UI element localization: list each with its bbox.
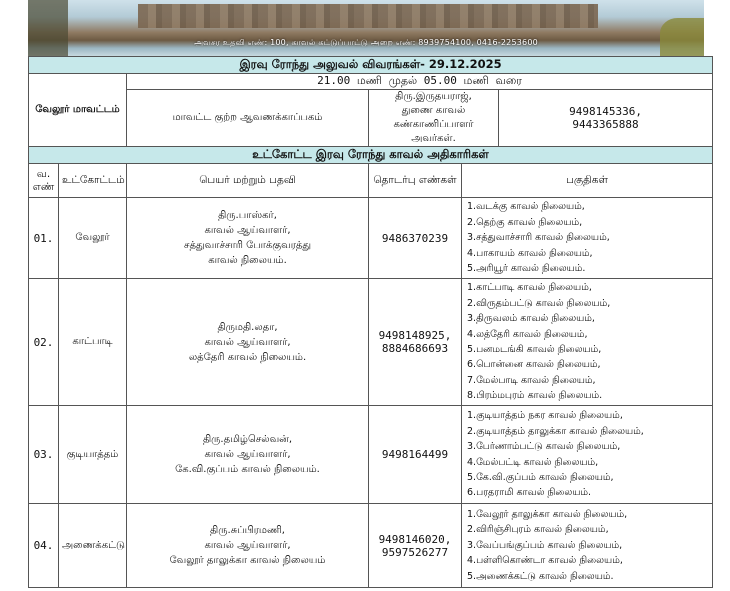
district-name: வேலூர் மாவட்டம் xyxy=(29,74,127,147)
phone-1: 9498148925, xyxy=(378,329,452,342)
office-name: மாவட்ட குற்ற ஆவணக்காப்பகம் xyxy=(127,90,369,147)
row-officer xyxy=(127,198,369,279)
row-serial: 03. xyxy=(29,406,59,504)
area-item: 1.குடியாத்தம் நகர காவல் நிலையம், xyxy=(467,410,623,422)
row-areas xyxy=(462,279,713,406)
row-serial: 01. xyxy=(29,198,59,279)
officer-station: கே.வி.குப்பம் காவல் நிலையம். xyxy=(175,464,320,475)
area-item: 5.கே.வி.குப்பம் காவல் நிலையம், xyxy=(467,471,614,483)
table-row xyxy=(29,279,713,406)
header-banner-photo xyxy=(28,0,704,56)
officer-name: திருமதி.லதா, xyxy=(217,321,278,333)
row-areas xyxy=(462,504,713,588)
area-item: 4.பாகாயம் காவல் நிலையம், xyxy=(467,247,593,259)
officer-post: காவல் ஆய்வாளர், xyxy=(204,336,291,348)
officer-post: காவல் ஆய்வாளர், xyxy=(204,225,291,236)
officer-station-cont: காவல் நிலையம். xyxy=(208,255,287,266)
phone-1: 9486370239 xyxy=(381,231,449,245)
col-header-subdivision: உட்கோட்டம் xyxy=(59,164,127,198)
incharge-officer xyxy=(369,90,499,147)
incharge-phone-2: 9443365888 xyxy=(572,118,639,131)
col-header-name-post: பெயர் மற்றும் பதவி xyxy=(127,164,369,198)
row-areas xyxy=(462,198,713,279)
officer-name: திரு.தமிழ்செல்வன், xyxy=(202,434,293,445)
night-patrol-table xyxy=(28,56,713,588)
officer-post: காவல் ஆய்வாளர், xyxy=(204,540,291,551)
officer-name: திரு.பாஸ்கர், xyxy=(218,210,277,221)
area-item: 1.வடக்கு காவல் நிலையம், xyxy=(467,201,585,213)
area-item: 3.திருவலம் காவல் நிலையம், xyxy=(467,313,595,325)
area-item: 3.பேர்ணாம்பட்டு காவல் நிலையம், xyxy=(467,441,621,453)
officer-station: சத்துவாச்சாரி போக்குவரத்து xyxy=(183,240,312,251)
row-phones xyxy=(369,279,462,406)
row-phones xyxy=(369,198,462,279)
incharge-role: துணை காவல் கண்காணிப்பாளர் அவர்கள். xyxy=(393,105,474,144)
report-title: இரவு ரோந்து அலுவல் விவரங்கள்- 29.12.2025 xyxy=(29,57,713,74)
officer-station: வேலூர் தாலுக்கா காவல் நிலையம் xyxy=(169,555,326,566)
row-subdivision: குடியாத்தம் xyxy=(59,406,127,504)
area-item: 5.அரியூர் காவல் நிலையம். xyxy=(467,263,586,275)
area-item: 2.விரிஞ்சிபுரம் காவல் நிலையம், xyxy=(467,524,609,536)
row-subdivision: வேலூர் xyxy=(59,198,127,279)
banner-foliage-right xyxy=(660,18,704,56)
area-item: 2.விருதம்பட்டு காவல் நிலையம், xyxy=(467,297,611,309)
area-item: 6.பரதராமி காவல் நிலையம். xyxy=(467,487,592,499)
area-item: 1.காட்பாடி காவல் நிலையம், xyxy=(467,282,592,294)
area-item: 8.பிரம்மபுரம் காவல் நிலையம். xyxy=(467,390,603,402)
area-item: 2.தெற்கு காவல் நிலையம், xyxy=(467,216,583,228)
area-item: 5.அணைக்கட்டு காவல் நிலையம். xyxy=(467,570,614,582)
row-officer xyxy=(127,504,369,588)
banner-fort-wall xyxy=(138,4,598,28)
incharge-phone-1: 9498145336, xyxy=(569,105,642,118)
row-subdivision: காட்பாடி xyxy=(59,279,127,406)
area-item: 4.பள்ளிகொண்டா காவல் நிலையம், xyxy=(467,555,623,567)
col-header-serial: வ. எண் xyxy=(29,164,59,198)
incharge-phones xyxy=(499,90,713,147)
emergency-contact-line: அவசர உதவி எண்: 100, காவல் கட்டுப்பாட்டு அறை எண்: 8939754100, 0416-2253600 xyxy=(194,38,538,47)
area-item: 4.மேல்பட்டி காவல் நிலையம், xyxy=(467,456,599,468)
area-item: 7.மேல்பாடி காவல் நிலையம், xyxy=(467,374,596,386)
officer-name: திரு.சுப்பிரமணி, xyxy=(210,525,285,536)
row-serial: 02. xyxy=(29,279,59,406)
col-header-contact: தொடர்பு எண்கள் xyxy=(369,164,462,198)
row-areas xyxy=(462,406,713,504)
area-item: 5.பனமடங்கி காவல் நிலையம், xyxy=(467,344,602,355)
row-phones xyxy=(369,504,462,588)
area-item: 3.சத்துவாச்சாரி காவல் நிலையம், xyxy=(467,232,610,244)
area-item: 6.பொன்னை காவல் நிலையம், xyxy=(467,359,601,371)
row-phones xyxy=(369,406,462,504)
table-row xyxy=(29,504,713,588)
phone-2: 8884686693 xyxy=(381,342,449,355)
area-item: 2.குடியாத்தம் தாலுக்கா காவல் நிலையம், xyxy=(467,425,644,437)
area-item: 1.வேலூர் தாலுக்கா காவல் நிலையம், xyxy=(467,508,628,520)
phone-2: 9597526277 xyxy=(381,545,449,559)
officer-post: காவல் ஆய்வாளர், xyxy=(204,449,291,460)
section-title: உட்கோட்ட இரவு ரோந்து காவல் அதிகாரிகள் xyxy=(29,147,713,164)
row-officer xyxy=(127,279,369,406)
row-serial: 04. xyxy=(29,504,59,588)
row-officer xyxy=(127,406,369,504)
phone-1: 9498146020, xyxy=(378,532,452,546)
incharge-name: திரு.இருதயராஜ், xyxy=(395,91,472,102)
table-row xyxy=(29,198,713,279)
time-range: 21.00 மணி முதல் 05.00 மணி வரை xyxy=(127,74,713,90)
area-item: 3.வேப்பங்குப்பம் காவல் நிலையம், xyxy=(467,539,623,551)
officer-station: லத்தேரி காவல் நிலையம். xyxy=(188,351,307,363)
table-row xyxy=(29,406,713,504)
phone-1: 9498164499 xyxy=(381,448,449,461)
col-header-areas: பகுதிகள் xyxy=(462,164,713,198)
row-subdivision: அணைக்கட்டு xyxy=(59,504,127,588)
area-item: 4.லத்தேரி காவல் நிலையம், xyxy=(467,328,588,340)
